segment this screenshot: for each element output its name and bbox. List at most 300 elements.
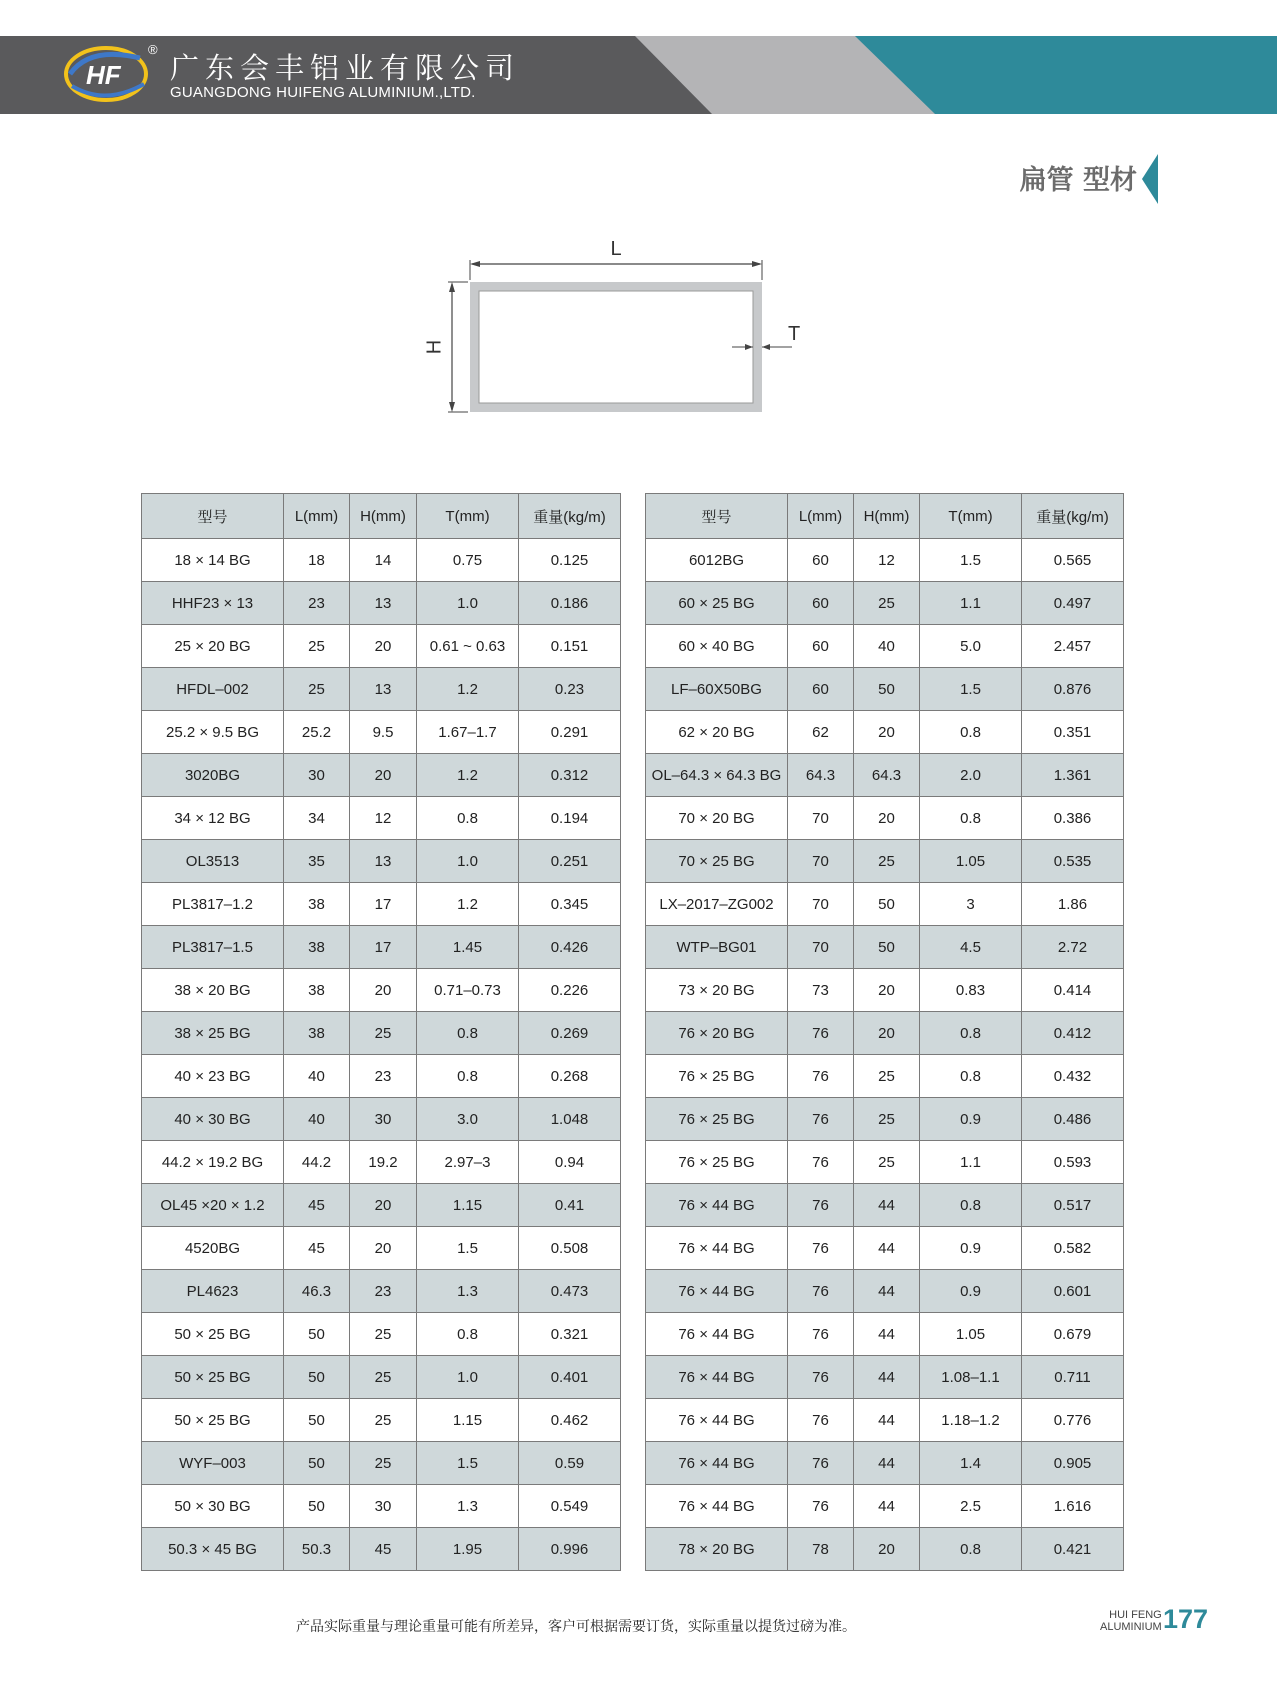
cell-height: 44 [854, 1184, 920, 1227]
table-row [142, 1399, 621, 1442]
cell-weight: 0.905 [1022, 1442, 1124, 1485]
cell-model: 38 × 25 BG [142, 1012, 284, 1055]
cell-thickness: 1.08–1.1 [920, 1356, 1022, 1399]
cell-thickness: 2.0 [920, 754, 1022, 797]
cell-model: 50 × 30 BG [142, 1485, 284, 1528]
cell-model: PL3817–1.5 [142, 926, 284, 969]
cell-thickness: 1.0 [417, 1356, 519, 1399]
cell-weight: 0.59 [519, 1442, 621, 1485]
cell-thickness: 0.8 [920, 711, 1022, 754]
table-row [646, 883, 1124, 926]
cell-weight: 0.386 [1022, 797, 1124, 840]
cell-thickness: 5.0 [920, 625, 1022, 668]
cell-height: 13 [350, 582, 417, 625]
table-row [646, 1399, 1124, 1442]
table-row [142, 1141, 621, 1184]
cell-length: 73 [788, 969, 854, 1012]
cell-thickness: 0.8 [417, 797, 519, 840]
label-h: H [423, 339, 446, 355]
cell-length: 76 [788, 1313, 854, 1356]
cell-weight: 0.996 [519, 1528, 621, 1571]
cell-length: 50 [284, 1356, 350, 1399]
table-body-left [142, 539, 621, 1571]
cell-model: 38 × 20 BG [142, 969, 284, 1012]
cell-weight: 1.048 [519, 1098, 621, 1141]
cell-weight: 0.679 [1022, 1313, 1124, 1356]
cell-weight: 0.462 [519, 1399, 621, 1442]
cell-thickness: 1.15 [417, 1184, 519, 1227]
cell-thickness: 1.5 [417, 1442, 519, 1485]
cell-model: 76 × 20 BG [646, 1012, 788, 1055]
table-row [646, 969, 1124, 1012]
table-row [646, 1442, 1124, 1485]
header-height: H(mm) [854, 494, 920, 539]
cell-length: 76 [788, 1442, 854, 1485]
cell-weight: 1.86 [1022, 883, 1124, 926]
table-row [646, 754, 1124, 797]
cell-model: 76 × 44 BG [646, 1356, 788, 1399]
cell-thickness: 3.0 [417, 1098, 519, 1141]
header-length: L(mm) [284, 494, 350, 539]
cell-thickness: 0.8 [417, 1313, 519, 1356]
cell-height: 44 [854, 1227, 920, 1270]
cell-weight: 0.601 [1022, 1270, 1124, 1313]
table-row [142, 1528, 621, 1571]
cell-length: 25 [284, 625, 350, 668]
cell-weight: 0.41 [519, 1184, 621, 1227]
cell-weight: 0.565 [1022, 539, 1124, 582]
cell-height: 44 [854, 1485, 920, 1528]
cell-weight: 2.457 [1022, 625, 1124, 668]
company-logo-icon [60, 40, 155, 108]
table-row [142, 1356, 621, 1399]
table-row [646, 539, 1124, 582]
cell-model: WTP–BG01 [646, 926, 788, 969]
cell-weight: 1.616 [1022, 1485, 1124, 1528]
table-row [646, 797, 1124, 840]
cell-thickness: 0.8 [920, 1012, 1022, 1055]
cell-height: 25 [854, 1055, 920, 1098]
cell-model: 73 × 20 BG [646, 969, 788, 1012]
cell-length: 60 [788, 668, 854, 711]
table-row [142, 883, 621, 926]
cell-height: 44 [854, 1356, 920, 1399]
table-row [646, 926, 1124, 969]
table-row [142, 926, 621, 969]
cell-model: 78 × 20 BG [646, 1528, 788, 1571]
cell-height: 20 [854, 711, 920, 754]
cell-model: 60 × 25 BG [646, 582, 788, 625]
cell-length: 70 [788, 926, 854, 969]
cell-model: LF–60X50BG [646, 668, 788, 711]
cell-thickness: 1.15 [417, 1399, 519, 1442]
cell-weight: 0.426 [519, 926, 621, 969]
table-row [142, 840, 621, 883]
cell-thickness: 1.4 [920, 1442, 1022, 1485]
cell-weight: 0.321 [519, 1313, 621, 1356]
cell-height: 25 [350, 1356, 417, 1399]
cell-thickness: 1.45 [417, 926, 519, 969]
cell-thickness: 0.8 [920, 1528, 1022, 1571]
cell-height: 64.3 [854, 754, 920, 797]
cell-model: 76 × 44 BG [646, 1270, 788, 1313]
cell-length: 78 [788, 1528, 854, 1571]
cell-weight: 0.345 [519, 883, 621, 926]
cell-thickness: 0.8 [417, 1012, 519, 1055]
cell-model: 76 × 44 BG [646, 1399, 788, 1442]
cell-height: 13 [350, 840, 417, 883]
cell-height: 23 [350, 1270, 417, 1313]
cell-length: 60 [788, 582, 854, 625]
cell-model: 50 × 25 BG [142, 1356, 284, 1399]
label-l: L [610, 238, 622, 260]
cell-height: 50 [854, 926, 920, 969]
cell-model: PL4623 [142, 1270, 284, 1313]
table-row [142, 1442, 621, 1485]
cell-length: 50 [284, 1485, 350, 1528]
cell-thickness: 1.2 [417, 754, 519, 797]
cell-thickness: 0.71–0.73 [417, 969, 519, 1012]
cell-weight: 0.412 [1022, 1012, 1124, 1055]
cell-model: PL3817–1.2 [142, 883, 284, 926]
table-row [646, 1098, 1124, 1141]
table-row [646, 1055, 1124, 1098]
cell-height: 30 [350, 1098, 417, 1141]
cell-thickness: 2.97–3 [417, 1141, 519, 1184]
table-row [646, 1528, 1124, 1571]
cell-weight: 0.268 [519, 1055, 621, 1098]
header-weight: 重量(kg/m) [1022, 494, 1124, 539]
cell-thickness: 0.9 [920, 1098, 1022, 1141]
page-number: 177 [1163, 1604, 1209, 1634]
cell-model: HHF23 × 13 [142, 582, 284, 625]
title-arrow-icon [1142, 154, 1162, 204]
cell-model: 76 × 44 BG [646, 1313, 788, 1356]
spec-table-right [645, 493, 1124, 1571]
cell-thickness: 1.2 [417, 883, 519, 926]
table-row [142, 711, 621, 754]
cell-weight: 0.94 [519, 1141, 621, 1184]
cell-thickness: 3 [920, 883, 1022, 926]
cell-height: 20 [350, 754, 417, 797]
cell-model: 50.3 × 45 BG [142, 1528, 284, 1571]
cell-thickness: 4.5 [920, 926, 1022, 969]
table-row [646, 1313, 1124, 1356]
cell-height: 14 [350, 539, 417, 582]
cell-model: OL45 ×20 × 1.2 [142, 1184, 284, 1227]
cell-thickness: 1.67–1.7 [417, 711, 519, 754]
cell-height: 25 [350, 1313, 417, 1356]
cell-weight: 0.151 [519, 625, 621, 668]
cell-thickness: 1.3 [417, 1485, 519, 1528]
cell-length: 40 [284, 1055, 350, 1098]
table-row [142, 1184, 621, 1227]
cell-model: 50 × 25 BG [142, 1313, 284, 1356]
cell-length: 76 [788, 1270, 854, 1313]
cell-height: 12 [854, 539, 920, 582]
cell-thickness: 1.5 [417, 1227, 519, 1270]
cell-thickness: 1.1 [920, 1141, 1022, 1184]
cell-model: 44.2 × 19.2 BG [142, 1141, 284, 1184]
table-row [142, 1227, 621, 1270]
cell-length: 46.3 [284, 1270, 350, 1313]
cell-height: 25 [854, 840, 920, 883]
cell-height: 25 [350, 1012, 417, 1055]
cell-thickness: 1.05 [920, 840, 1022, 883]
cell-weight: 1.361 [1022, 754, 1124, 797]
header-model: 型号 [646, 494, 788, 539]
cell-thickness: 0.75 [417, 539, 519, 582]
table-row [142, 1012, 621, 1055]
cell-height: 30 [350, 1485, 417, 1528]
table-row [646, 1141, 1124, 1184]
cell-weight: 0.582 [1022, 1227, 1124, 1270]
table-row [646, 711, 1124, 754]
cell-length: 76 [788, 1098, 854, 1141]
cell-weight: 0.486 [1022, 1098, 1124, 1141]
cell-model: 76 × 25 BG [646, 1141, 788, 1184]
header-height: H(mm) [350, 494, 417, 539]
table-row [142, 754, 621, 797]
table-header-row [142, 494, 621, 539]
cell-height: 19.2 [350, 1141, 417, 1184]
table-row [142, 969, 621, 1012]
cell-model: 18 × 14 BG [142, 539, 284, 582]
cell-weight: 0.269 [519, 1012, 621, 1055]
company-name-cn: 广东会丰铝业有限公司 [170, 51, 521, 85]
table-row [646, 582, 1124, 625]
cell-model: 76 × 44 BG [646, 1227, 788, 1270]
cell-length: 38 [284, 1012, 350, 1055]
cell-weight: 0.251 [519, 840, 621, 883]
cell-length: 76 [788, 1184, 854, 1227]
cell-weight: 0.593 [1022, 1141, 1124, 1184]
cell-length: 34 [284, 797, 350, 840]
table-row [646, 1227, 1124, 1270]
cell-length: 76 [788, 1141, 854, 1184]
cell-weight: 0.125 [519, 539, 621, 582]
cell-weight: 0.473 [519, 1270, 621, 1313]
table-row [646, 1356, 1124, 1399]
cell-length: 60 [788, 539, 854, 582]
footer-brand-line1: HUI FENG [1109, 1609, 1162, 1621]
cell-model: 40 × 30 BG [142, 1098, 284, 1141]
cell-length: 76 [788, 1012, 854, 1055]
cell-weight: 0.421 [1022, 1528, 1124, 1571]
cell-length: 44.2 [284, 1141, 350, 1184]
cell-thickness: 0.9 [920, 1270, 1022, 1313]
cell-model: 4520BG [142, 1227, 284, 1270]
cell-model: OL–64.3 × 64.3 BG [646, 754, 788, 797]
cell-model: 76 × 44 BG [646, 1184, 788, 1227]
footer-brand [1100, 1609, 1162, 1633]
cell-height: 25 [854, 582, 920, 625]
cell-thickness: 1.05 [920, 1313, 1022, 1356]
flat-tube-diagram [423, 238, 860, 450]
cell-model: 76 × 44 BG [646, 1485, 788, 1528]
table-row [142, 582, 621, 625]
table-row [646, 625, 1124, 668]
cell-length: 23 [284, 582, 350, 625]
cell-height: 20 [854, 1528, 920, 1571]
logo-text: HF [86, 60, 121, 90]
cell-model: 6012BG [646, 539, 788, 582]
cell-model: 70 × 25 BG [646, 840, 788, 883]
cell-height: 13 [350, 668, 417, 711]
cell-thickness: 1.3 [417, 1270, 519, 1313]
cell-length: 76 [788, 1356, 854, 1399]
cell-model: LX–2017–ZG002 [646, 883, 788, 926]
cell-weight: 0.517 [1022, 1184, 1124, 1227]
cell-thickness: 1.5 [920, 539, 1022, 582]
label-t: T [788, 323, 801, 345]
cell-model: 50 × 25 BG [142, 1399, 284, 1442]
cell-thickness: 1.95 [417, 1528, 519, 1571]
cell-length: 38 [284, 883, 350, 926]
cell-model: 34 × 12 BG [142, 797, 284, 840]
cell-weight: 0.414 [1022, 969, 1124, 1012]
header-weight: 重量(kg/m) [519, 494, 621, 539]
cell-weight: 0.351 [1022, 711, 1124, 754]
cell-height: 40 [854, 625, 920, 668]
cell-height: 20 [854, 969, 920, 1012]
cell-length: 18 [284, 539, 350, 582]
cell-height: 17 [350, 883, 417, 926]
cell-thickness: 0.8 [920, 1055, 1022, 1098]
table-row [142, 1270, 621, 1313]
table-row [142, 1055, 621, 1098]
cell-thickness: 1.18–1.2 [920, 1399, 1022, 1442]
cell-model: 76 × 25 BG [646, 1098, 788, 1141]
cell-length: 70 [788, 840, 854, 883]
header-thickness: T(mm) [417, 494, 519, 539]
cell-thickness: 1.0 [417, 582, 519, 625]
cell-thickness: 0.61 ~ 0.63 [417, 625, 519, 668]
footer-note: 产品实际重量与理论重量可能有所差异，客户可根据需要订货，实际重量以提货过磅为准。 [296, 1619, 856, 1635]
cell-weight: 0.549 [519, 1485, 621, 1528]
cell-height: 44 [854, 1270, 920, 1313]
cell-weight: 0.711 [1022, 1356, 1124, 1399]
cell-weight: 0.401 [519, 1356, 621, 1399]
table-row [646, 840, 1124, 883]
cell-thickness: 0.8 [920, 1184, 1022, 1227]
cell-model: 60 × 40 BG [646, 625, 788, 668]
cell-height: 25 [854, 1141, 920, 1184]
table-row [142, 625, 621, 668]
cell-weight: 0.776 [1022, 1399, 1124, 1442]
cell-height: 12 [350, 797, 417, 840]
cell-length: 76 [788, 1227, 854, 1270]
cell-thickness: 1.0 [417, 840, 519, 883]
cell-weight: 0.312 [519, 754, 621, 797]
cell-model: 76 × 25 BG [646, 1055, 788, 1098]
cell-thickness: 0.9 [920, 1227, 1022, 1270]
cell-height: 9.5 [350, 711, 417, 754]
table-row [142, 668, 621, 711]
cell-length: 50 [284, 1399, 350, 1442]
cell-thickness: 0.8 [920, 797, 1022, 840]
cell-thickness: 0.83 [920, 969, 1022, 1012]
cell-length: 64.3 [788, 754, 854, 797]
cell-length: 50 [284, 1442, 350, 1485]
cell-height: 20 [350, 1227, 417, 1270]
cell-height: 50 [854, 883, 920, 926]
section-title: 扁管 型材 [1019, 165, 1137, 196]
table-row [142, 797, 621, 840]
footer-brand-line2: ALUMINIUM [1100, 1621, 1162, 1633]
cell-thickness: 1.1 [920, 582, 1022, 625]
cell-model: 40 × 23 BG [142, 1055, 284, 1098]
cell-model: 62 × 20 BG [646, 711, 788, 754]
cell-model: HFDL–002 [142, 668, 284, 711]
cell-length: 25 [284, 668, 350, 711]
table-header-row [646, 494, 1124, 539]
header-model: 型号 [142, 494, 284, 539]
table-row [646, 1485, 1124, 1528]
cell-height: 25 [350, 1442, 417, 1485]
cell-model: 3020BG [142, 754, 284, 797]
cell-length: 25.2 [284, 711, 350, 754]
cell-length: 50 [284, 1313, 350, 1356]
cell-weight: 0.194 [519, 797, 621, 840]
cell-thickness: 0.8 [417, 1055, 519, 1098]
cell-height: 20 [350, 969, 417, 1012]
table-body-right [646, 539, 1124, 1571]
table-row [646, 1270, 1124, 1313]
table-row [646, 1012, 1124, 1055]
cell-length: 45 [284, 1227, 350, 1270]
cell-length: 62 [788, 711, 854, 754]
cell-weight: 0.508 [519, 1227, 621, 1270]
cell-weight: 0.876 [1022, 668, 1124, 711]
header-thickness: T(mm) [920, 494, 1022, 539]
cell-model: 70 × 20 BG [646, 797, 788, 840]
table-row [646, 1184, 1124, 1227]
cell-height: 20 [350, 1184, 417, 1227]
cell-model: 76 × 44 BG [646, 1442, 788, 1485]
cell-thickness: 2.5 [920, 1485, 1022, 1528]
company-name-en: GUANGDONG HUIFENG ALUMINIUM.,LTD. [170, 84, 476, 101]
cell-length: 45 [284, 1184, 350, 1227]
table-row [142, 1485, 621, 1528]
table-row [142, 1098, 621, 1141]
cell-weight: 0.23 [519, 668, 621, 711]
cell-height: 23 [350, 1055, 417, 1098]
cell-height: 20 [350, 625, 417, 668]
cell-length: 30 [284, 754, 350, 797]
cell-height: 20 [854, 1012, 920, 1055]
cell-model: 25 × 20 BG [142, 625, 284, 668]
spec-table-left [141, 493, 621, 1571]
table-row [646, 668, 1124, 711]
cell-height: 50 [854, 668, 920, 711]
table-row [142, 539, 621, 582]
cell-height: 44 [854, 1313, 920, 1356]
cell-length: 38 [284, 969, 350, 1012]
cell-length: 76 [788, 1399, 854, 1442]
cell-length: 38 [284, 926, 350, 969]
cell-length: 60 [788, 625, 854, 668]
cell-height: 25 [350, 1399, 417, 1442]
cell-length: 35 [284, 840, 350, 883]
cell-height: 25 [854, 1098, 920, 1141]
registered-mark: ® [148, 42, 158, 57]
cell-height: 45 [350, 1528, 417, 1571]
cell-length: 76 [788, 1485, 854, 1528]
cell-thickness: 1.5 [920, 668, 1022, 711]
header-length: L(mm) [788, 494, 854, 539]
cell-weight: 0.186 [519, 582, 621, 625]
